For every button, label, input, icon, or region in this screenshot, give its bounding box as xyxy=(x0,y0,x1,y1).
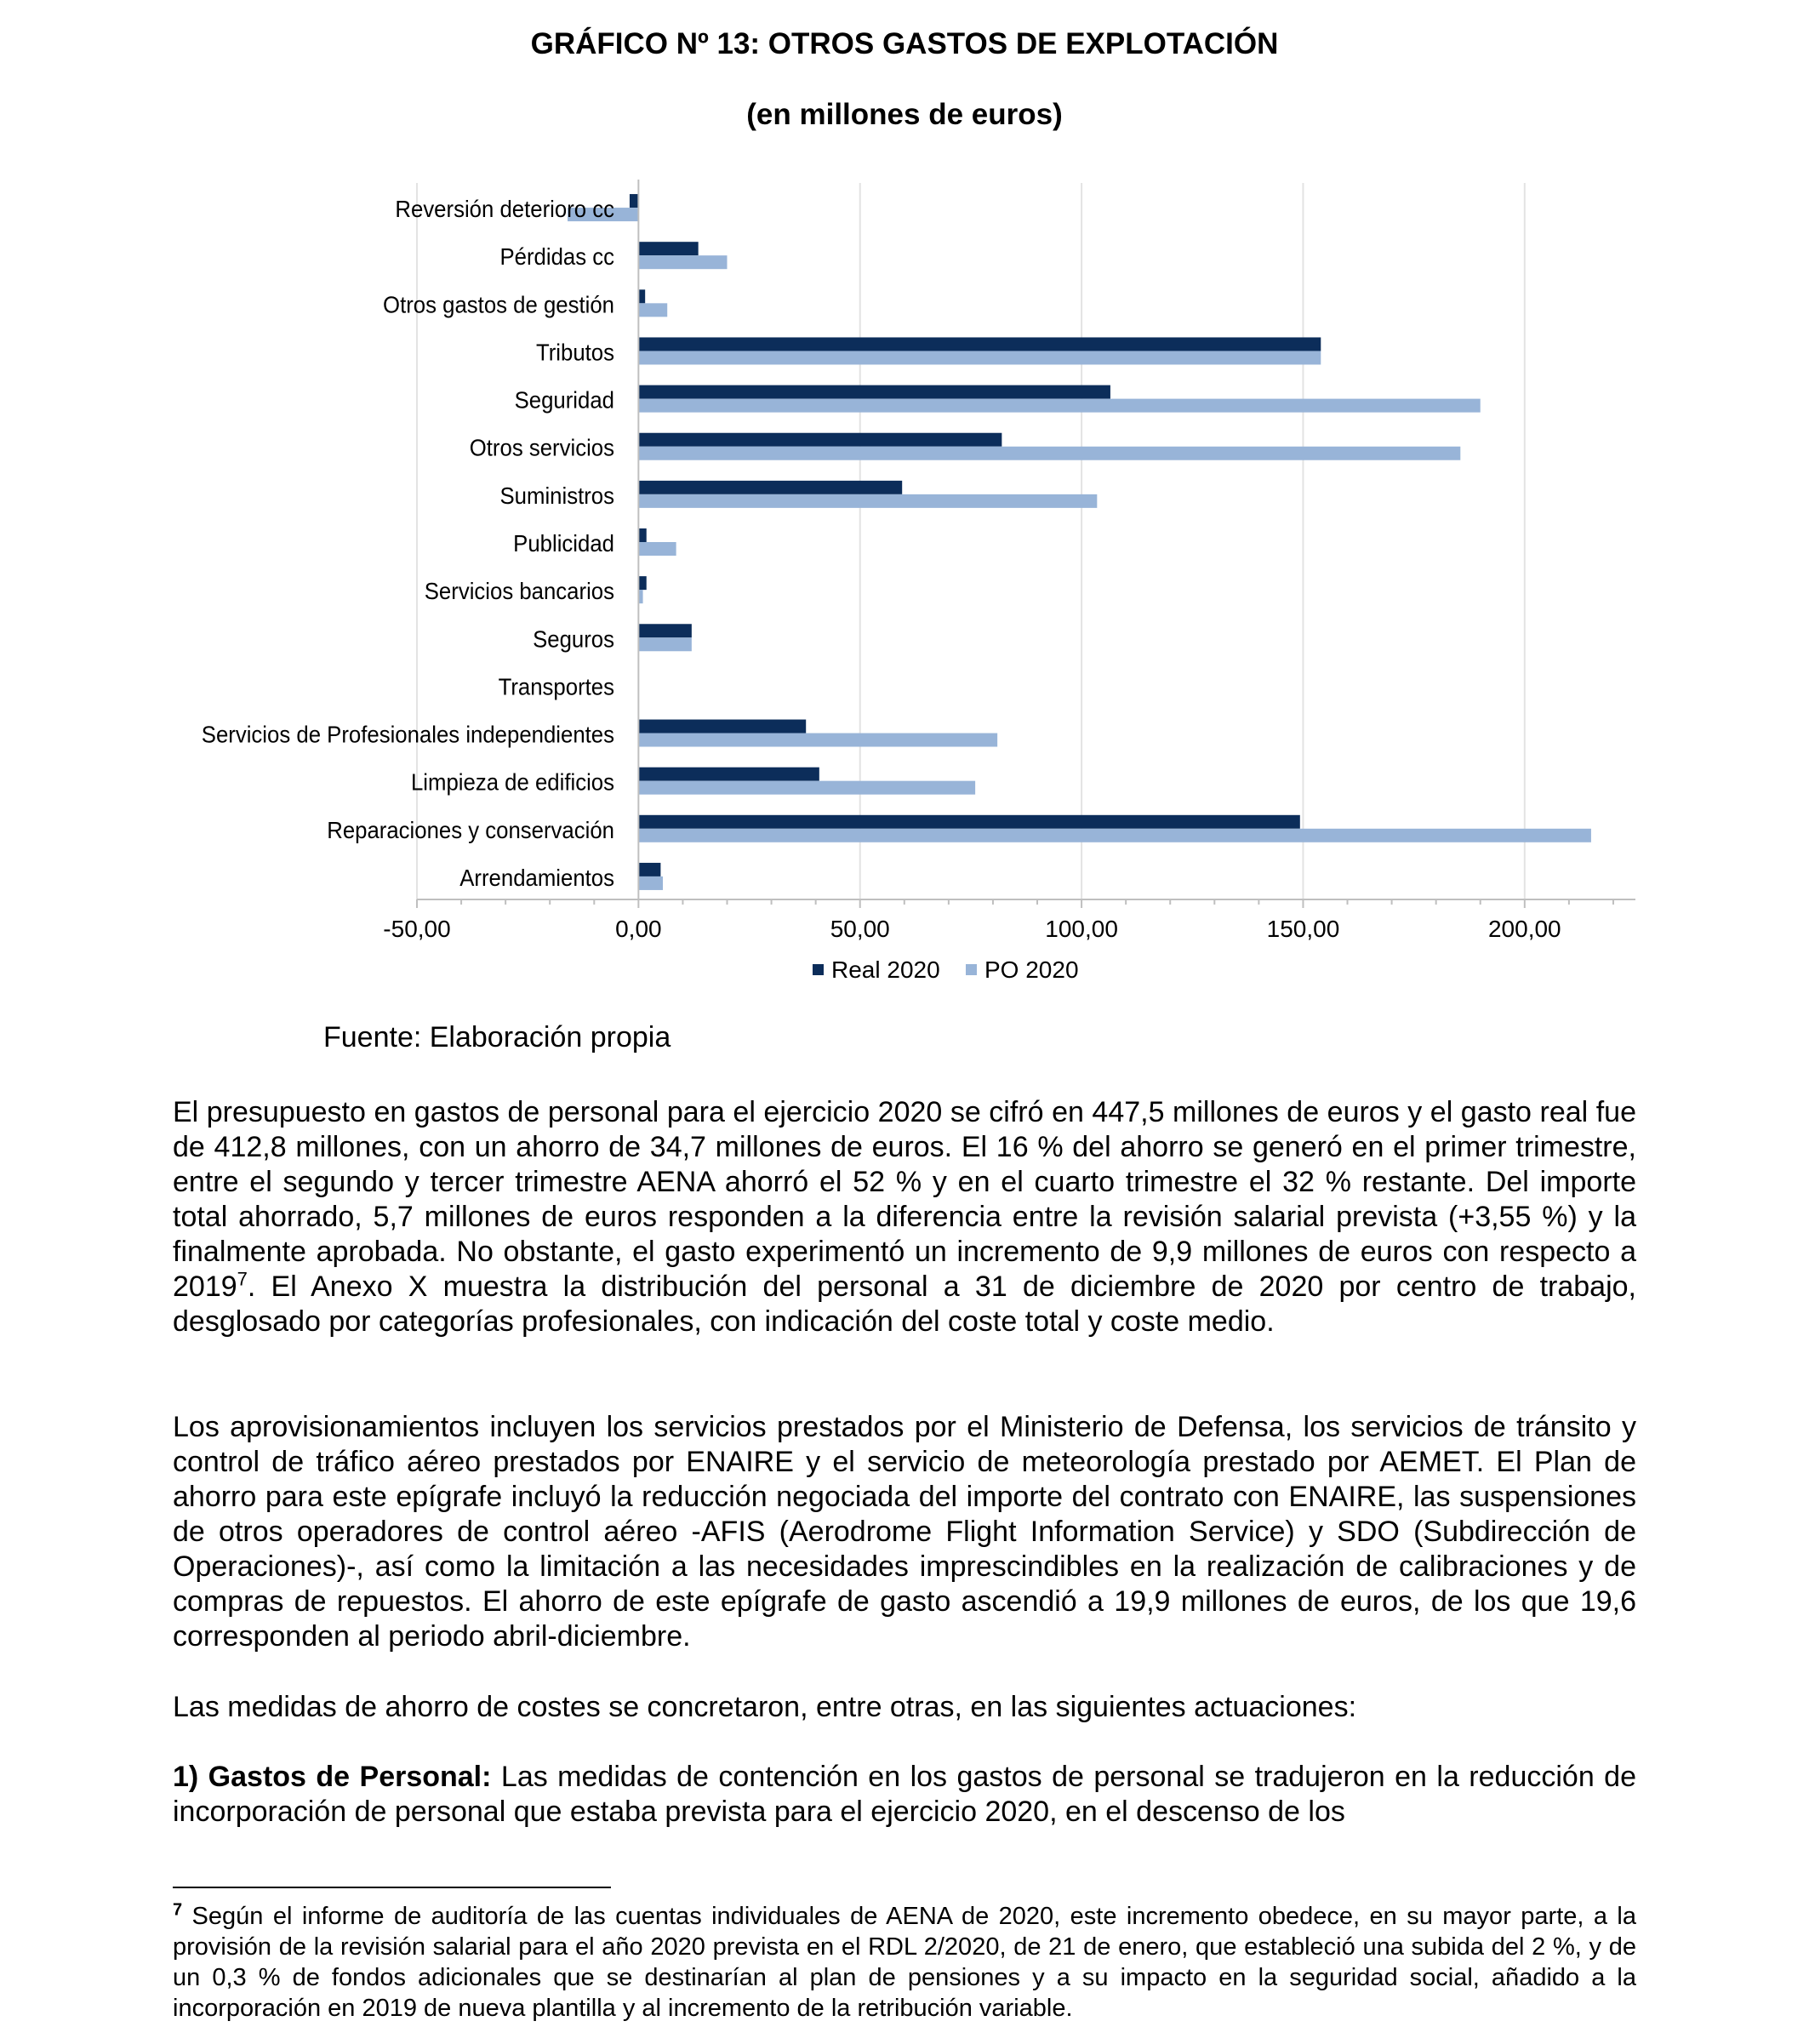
bar-po xyxy=(638,876,663,890)
footnote xyxy=(173,1901,1636,2024)
paragraph-text: El presupuesto en gastos de personal para el ejercicio 2020 se cifró en 447,5 millones de euros y el gasto real fue de 412,8 millones, con un ahorro de 34,7 millones de euros. El 16 % del ahorro se generó en el primer trimestre, entre el segundo y tercer trimestre AENA ahorró el 52 % y en el cuarto trimestre el 32 % restante. Del importe total ahorrado, 5,7 millones de euros responden a la diferencia entre la revisión salarial prevista (+3,55 %) y la finalmente aprobada. No obstante, el gasto experimentó un incremento de 9,9 millones de euros con respecto a 2019 xyxy=(173,1096,1636,1303)
bar-real xyxy=(638,242,698,255)
bar-po xyxy=(638,542,676,556)
category-label: Transportes xyxy=(498,673,614,700)
bar-po xyxy=(638,829,1591,842)
category-label: Reversión deterioro cc xyxy=(395,196,614,223)
bar-real xyxy=(638,815,1299,829)
category-label: Suministros xyxy=(499,482,614,510)
category-label: Reparaciones y conservación xyxy=(327,816,614,844)
bar-real xyxy=(638,385,1110,399)
category-label: Arrendamientos xyxy=(459,864,614,892)
category-label: Tributos xyxy=(535,339,614,366)
bar-real xyxy=(638,433,1002,447)
footnote-reference[interactable]: 7 xyxy=(237,1268,248,1290)
bar-po xyxy=(638,447,1460,460)
bar-po xyxy=(638,255,727,269)
bar-real xyxy=(630,194,638,208)
chart-title: GRÁFICO Nº 13: OTROS GASTOS DE EXPLOTACIÓN xyxy=(530,27,1279,60)
x-tick-label: 200,00 xyxy=(1487,916,1561,942)
category-label: Seguros xyxy=(533,625,614,653)
list-item-heading: 1) Gastos de Personal: xyxy=(173,1761,492,1793)
legend-label: Real 2020 xyxy=(831,956,940,983)
footnote-divider xyxy=(173,1887,611,1888)
bar-po xyxy=(638,351,1321,364)
bar-po xyxy=(638,303,667,317)
bar-real xyxy=(638,337,1321,351)
bar-po xyxy=(638,734,997,747)
paragraph-aprovisionamientos: Los aprovisionamientos incluyen los servicios prestados por el Ministerio de Defensa, los servicios de tránsito y control de tráfico aéreo prestados por ENAIRE y el servicio de meteorología prestado por AEMET. El Plan de ahorro para este epígrafe incluyó la reducción negociada del importe del contrato con ENAIRE, las suspensiones de otros operadores de control aéreo -AFIS (Aerodrome Flight Information Service) y SDO (Subdirección de Operaciones)-, así como la limitación a las necesidades imprescindibles en la realización de calibraciones y de compras de repuestos. El ahorro de este epígrafe de gasto ascendió a 19,9 millones de euros, de los que 19,6 corresponden al periodo abril-diciembre. xyxy=(173,1411,1636,1653)
x-tick-label: 150,00 xyxy=(1266,916,1340,942)
x-tick-label: -50,00 xyxy=(383,916,451,942)
paragraph-measures-intro: Las medidas de ahorro de costes se concretaron, entre otras, en las siguientes actuaciones: xyxy=(173,1691,1357,1723)
bar-real xyxy=(638,576,646,590)
x-tick-label: 100,00 xyxy=(1045,916,1118,942)
bar-po xyxy=(638,399,1480,413)
bar-real xyxy=(638,624,691,637)
bar-real xyxy=(638,720,806,734)
legend-swatch xyxy=(966,964,977,975)
bar-po xyxy=(638,494,1097,508)
list-item-text: Las medidas de contención en los gastos de personal se tradujeron en la reducción de incorporación de personal que estaba prevista para el ejercicio 2020, en el descenso de los xyxy=(173,1761,1636,1828)
bar-real xyxy=(638,768,819,781)
paragraph-personal-budget xyxy=(173,1095,1636,1339)
category-label: Pérdidas cc xyxy=(499,243,614,271)
category-label: Otros servicios xyxy=(469,434,614,461)
paragraph-text: . El Anexo X muestra la distribución del personal a 31 de diciembre de 2020 por centro de trabajo, desglosado por categorías profesionales, con indicación del coste total y coste medio. xyxy=(173,1270,1636,1338)
footnote-mark: 7 xyxy=(173,1900,183,1920)
legend-swatch xyxy=(813,964,824,975)
footnote-text: Según el informe de auditoría de las cuentas individuales de AENA de 2020, este incremento obedece, en su mayor parte, a la provisión de la revisión salarial para el año 2020 prevista en el RDL 2/2020, de 21 de enero, que estableció una subida del 2 %, y de un 0,3 % de fondos adicionales que se destinarían al plan de pensiones y a su impacto en la seguridad social, añadido a la incorporación en 2019 de nueva plantilla y al incremento de la retribución variable. xyxy=(173,1903,1636,2022)
list-item-gastos-personal xyxy=(173,1760,1636,1830)
x-tick-label: 0,00 xyxy=(615,916,662,942)
bar-real xyxy=(638,528,646,542)
bar-chart xyxy=(0,166,1809,1008)
category-label: Limpieza de edificios xyxy=(410,768,614,796)
chart-source: Fuente: Elaboración propia xyxy=(323,1021,671,1053)
bar-real xyxy=(638,863,660,876)
bar-real xyxy=(638,481,902,494)
category-label: Servicios bancarios xyxy=(424,578,614,605)
category-label: Publicidad xyxy=(513,530,614,557)
category-label: Otros gastos de gestión xyxy=(383,291,614,318)
bar-po xyxy=(638,781,975,795)
bar-po xyxy=(638,637,691,651)
bar-real xyxy=(638,289,645,303)
chart-subtitle: (en millones de euros) xyxy=(746,98,1063,131)
category-label: Servicios de Profesionales independientes xyxy=(201,721,614,748)
category-label: Seguridad xyxy=(514,386,614,414)
legend-label: PO 2020 xyxy=(984,956,1079,983)
x-tick-label: 50,00 xyxy=(830,916,890,942)
